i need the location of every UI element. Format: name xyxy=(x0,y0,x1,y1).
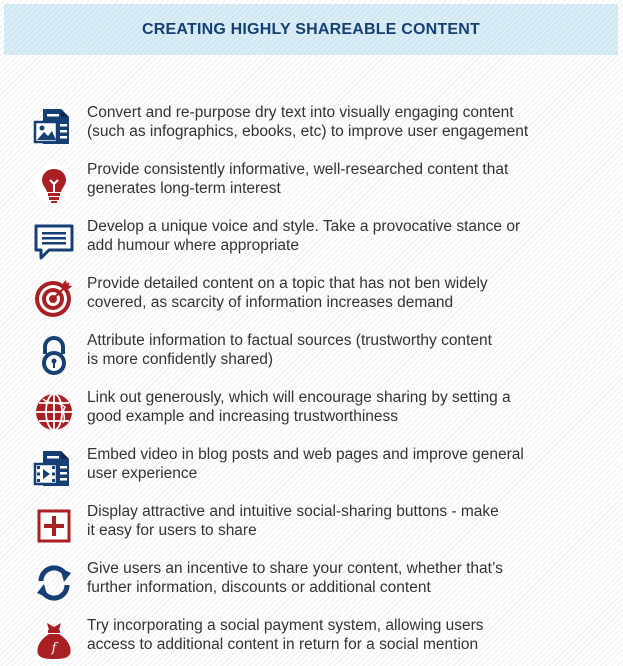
lightbulb-icon xyxy=(33,163,75,205)
item-text-line: Develop a unique voice and style. Take a provocative stance or xyxy=(87,218,521,235)
list-item xyxy=(0,274,623,322)
plus-button-icon xyxy=(33,505,75,547)
item-text-line: is more confidently shared) xyxy=(87,351,274,368)
item-text-line: add humour where appropriate xyxy=(87,237,299,254)
refresh-arrows-icon xyxy=(33,562,75,604)
item-text-line: Provide detailed content on a topic that has not ben widely xyxy=(87,275,488,292)
item-text-line: user experience xyxy=(87,465,198,482)
item-text-line: Provide consistently informative, well-researched content that xyxy=(87,161,509,178)
list-item xyxy=(0,616,623,664)
item-text-line: further information, discounts or additional content xyxy=(87,579,431,596)
svg-text:f: f xyxy=(51,641,57,656)
item-text-line: covered, as scarcity of information increases demand xyxy=(87,294,454,311)
item-text-line: Try incorporating a social payment system, allowing users xyxy=(87,617,484,634)
header-banner xyxy=(4,4,618,55)
item-text-line: access to additional content in return for a social mention xyxy=(87,636,479,653)
globe-icon xyxy=(33,391,75,433)
list-item xyxy=(0,160,623,208)
item-text-line: Attribute information to factual sources (trustworthy content xyxy=(87,332,492,349)
infographic-document-icon xyxy=(33,106,75,148)
item-text-line: Convert and re-purpose dry text into visually engaging content xyxy=(87,104,514,121)
list-item xyxy=(0,331,623,379)
list-item xyxy=(0,103,623,151)
page-title: CREATING HIGHLY SHAREABLE CONTENT xyxy=(142,20,480,38)
speech-bubble-icon xyxy=(33,220,75,262)
item-text-line: Embed video in blog posts and web pages and improve general xyxy=(87,446,524,463)
list-item xyxy=(0,217,623,265)
money-bag-icon xyxy=(33,619,75,661)
list-item xyxy=(0,445,623,493)
video-document-icon xyxy=(33,448,75,490)
padlock-icon xyxy=(33,334,75,376)
item-text-line: (such as infographics, ebooks, etc) to improve user engagement xyxy=(87,123,529,140)
item-text-line: generates long-term interest xyxy=(87,180,281,197)
list-item xyxy=(0,559,623,607)
list-item xyxy=(0,502,623,550)
item-text-line: it easy for users to share xyxy=(87,522,257,539)
list-item xyxy=(0,388,623,436)
item-text-line: Link out generously, which will encourage sharing by setting a xyxy=(87,389,511,406)
item-text-line: good example and increasing trustworthiness xyxy=(87,408,399,425)
item-text-line: Display attractive and intuitive social-sharing buttons - make xyxy=(87,503,499,520)
target-icon xyxy=(33,277,75,319)
item-text-line: Give users an incentive to share your content, whether that’s xyxy=(87,560,503,577)
